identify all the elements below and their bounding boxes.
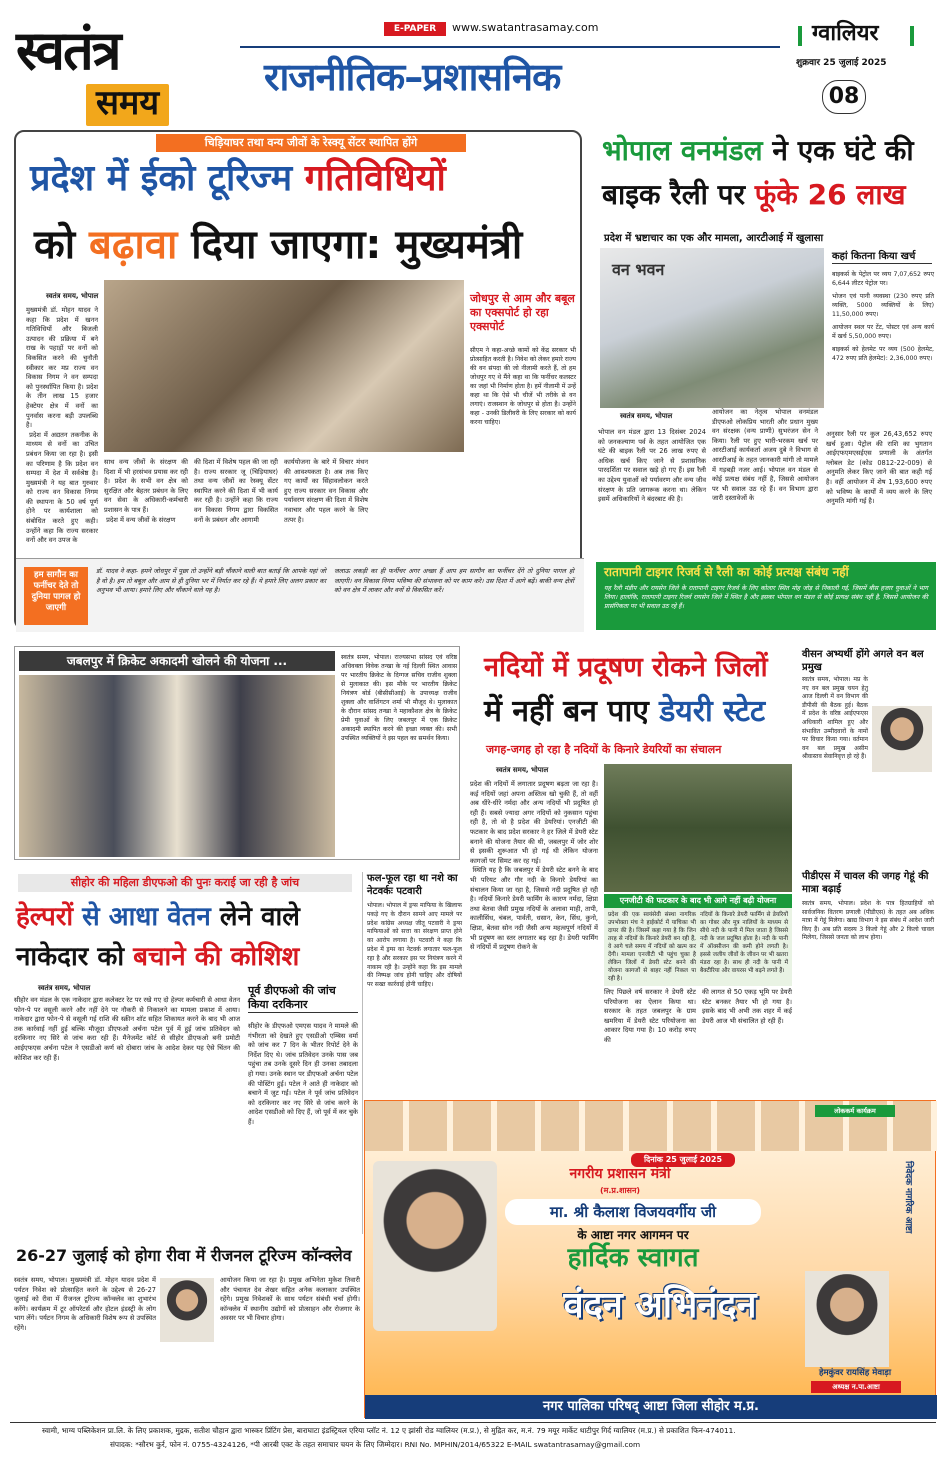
rivers-col-1: प्रदेश की नदियों में लगातार प्रदूषण बढ़ता जा रहा है। कई नदियों जहां अपना अस्तित्व खो चुकी हैं, तो वहीं अब धीरे-धीरे नर्मदा और अन्य नदियों भी प्रदूषित हो रही हैं। सबसे ज्यादा अगर नदियों को नुकसान पहुंचा रही है, तो वो है प्रदेश की डेयरियां। एनजीटी की फटकार के बाद प्रदेश सरकार ने हर जिले में डेयरी स्टेट बनाने की योजना तैयार की थी, जबलपुर में जोर शोर से इसकी शुरूआत भी हो गई थी लेकिन योजना कागजों पर सिमट कर रह गई। स्थिति यह है कि जबलपुर में डेयरी स्टेट बनने के बाद भी परियट और गौर नदी के किनारे डेयरियां का संचालन किया जा रहा है, जिससे नदी प्रदूषित हो रही है। नदियों किनारे डेयरी फार्मिंग के कारण नर्मदा, क्षिप्रा तथा बेतवा जैसी प्रमुख नदियों के अलावा माही, तापी, कालीसिंध, चंबल, पार्वती, धसान, केन, सिंध, कुनो, क्षिप्रा, बेतवा सोन नदी जैसी अन्य महत्वपूर्ण नदियों में भी प्रदूषण का स्तर लगातार बढ़ रहा है। डेयरी फार्मिंग से नदियों में प्रदूषण रोकने के [470,780,598,952]
lead-side-kicker: जोधपुर से आम और बबूल का एक्सपोर्ट हो रहा एक्सपोर्ट [470,292,575,333]
ad-sign-role: अध्यक्ष न.पा.आष्टा [811,1381,901,1393]
ngt-box [604,908,792,986]
jabalpur-photo [19,675,335,857]
ngt-text-2: नदियों के किनारे डेयरी फार्मिंग से डेयरियों का गोबर और मूत्र नालियों के माध्यम से सीधे नदी के पानी में मिल जाता है जिससे नदी के जल प्रदूषित होता है। नदी के पानी में ऑक्सीजन की कमी होने लगती है। इससे जलीय जीवों के जीवन पर भी खतरा मंडरा रहा है। साथ ही नदी के पानी में बैक्टीरिया और वायरस भी बढ़ने लगते हैं। [700,912,790,974]
rewa-portrait [160,1278,214,1342]
header-rule [240,46,780,48]
bhopal-side-list [832,270,934,363]
lead-h2-b: बढ़ावा [89,222,178,268]
patwari-text: भोपाल। भोपाल में ड्रग्स माफिया के खिलाफ पकड़े गए के दौरान सामने आए मामले पर प्रदेश कांग्रेस अध्यक्ष जीतू पटवारी ने ड्रग्स माफियाओं को सत्ता का संरक्षण प्राप्त होने का आरोप लगाया है। पटवारी ने कहा कि प्रदेश में ड्रग्स का नेटवर्क लगातार फल-फूल रहा है और सरकार इस पर नियंत्रण करने में नाकाम रही है। उन्होंने कहा कि इस मामले की निष्पक्ष जांच होनी चाहिए और दोषियों पर सख्त कार्रवाई होनी चाहिए। [367,902,464,989]
bhopal-headline-1 [602,136,914,165]
city-accent [798,26,802,46]
bhopal-item-4: बाइकर्स को हेलमेट पर व्यय (500 हेलमेट, 472 रुपए प्रति हेलमेट): 2,36,000 रुपए। [832,346,936,362]
rewa-col-2: आयोजन किया जा रहा है। प्रमुख अभिनेता मुकेश तिवारी और पंचायत देव शेखर सहित अनेक कलाकार उपस्थित रहेंगे। प्रमुख निवेशकों के साथ पर्यटन संबंधी चर्चा होगी। कॉन्क्लेव में स्थानीय उद्योगों को प्रोत्साहन और रोजगार के अवसर पर भी विचार होगा। [220,1276,363,1323]
rewa-title: 26-27 जुलाई को होगा रीवा में रीजनल टूरिज्म कॉन्क्लेव [16,1246,352,1265]
sehore-h2-b: बचाने की कोशिश [133,942,300,972]
imprint-line-2: संपादक: *सौरभ कुर्र, फोन नं. 0755-4324126, *पी आरबी एक्ट के तहत समाचार चयन के लिए जिम्मेदार। RNI No. MPHIN/2014/65322 E-MAIL swatantrasamay@gmail.com [110,1440,641,1449]
lead-kicker: चिड़ियाघर तथा वन्य जीवों के रेस्क्यू सेंटर स्थापित होंगे [156,134,466,152]
issue-date: शुक्रवार 25 जुलाई 2025 [796,58,887,68]
ad-big: वंदन अभिनंदन [563,1285,757,1326]
rivers-headline-1: नदियों में प्रदूषण रोकने जिलों [484,652,768,683]
rivers-story [470,646,795,1046]
patwari-title: फल-फूल रहा था नशे का नेटवर्कः पटवारी [367,873,458,897]
lead-headline-2 [34,224,522,266]
lead-headline-1 [30,160,446,198]
lead-col-4: कार्ययोजना के बारे में विचार मंथन की आवश्यकता है। अब तक किए गए कार्यों का सिंहावलोकन करते हुए राज्य सरकार वन विकास और पर्यावरण संरक्षण की दिशा में विशेष नवाचार और पहल करने के लिए तत्पर है। [284,458,371,524]
rivers-headline-2 [484,696,765,728]
masthead-logo [16,18,196,123]
lead-box-text-2: जलाऊ लकड़ी का ही फर्नीचर अगर अच्छा हैं आप हम सागौन का फर्नीचर देंगे तो दुनिया पागल हो जाएगी। वन विकास निगम भविष्य की संभावना को पर काम करे। उस दिशा में आगे बढ़ें। बाकी वन्य क्षेत्रों को वन क्षेत्र में लाकर और वनों से विकसित करें। [334,567,577,595]
sehore-h1-a: हेल्परों [16,902,74,932]
rivers-col-2: लिए पिछले वर्ष सरकार ने डेयरी स्टेट परियोजना का ऐलान किया था। सरकार के तहत जबलपुर के ग्राम खमरिया में डेयरी स्टेट परियोजना का आकार दिया गया है। 10 करोड़ रुपए की [604,988,699,1044]
jabalpur-title: जबलपुर में क्रिकेट अकादमी खोलने की योजना ... [19,651,335,671]
sehore-side-text: सीहोर के डीएफओ एमएस यादव ने मामले की गंभीरता को देखते हुए एसडीओ एम्बिस वर्मा को जांच कर 7 दिन के भीतर रिपोर्ट देने के निर्देश दिए थे। जांच प्रतिवेदन उनके पास जब पहुंचा तब उनके दूसरे दिन ही उनका तबादला हो गया। उनके स्थान पर डीएफओ अर्चना पटेल की पोस्टिंग हुई। पटेल ने आते ही नाकेदार को बचाने में जुट गईं। पटेल ने पूर्व जांच प्रतिवेदन को दरकिनार कर नए सिरे से जांच करने के आदेश एसडीओ को दिए हैं, जो पूर्व में कर चुके हैं। [248,1022,361,1126]
lead-byline: स्वतंत्र समय, भोपाल [46,292,99,300]
rivers-h2-a: में नहीं बन पाए [484,694,649,729]
section-title: राजनीतिक–प्रशासनिक [264,55,561,99]
imprint-line-1: स्वामी, भाग्य पब्लिकेशन प्रा.लि. के लिए प्रकाशक, मुद्रक, सतीश चौहान द्वारा भास्कर प्रिंटिंग प्रेस, बाराघाटा इंडस्ट्रियल एरिया प्लॉट नं. 12 ए झांसी रोड ग्वालियर (म.प्र.), से मुद्रित कर, म.नं. 79 मयूर मार्केट थाटीपुर गिर्द ग्वालियर (म.प्र.) से प्रकाशित फिन-474011. [42,1426,736,1435]
sehore-byline: स्वतंत्र समय, भोपाल [38,984,91,992]
ad-date: दिनांक 25 जुलाई 2025 [631,1153,735,1167]
logo-bottom: समय [86,84,169,126]
rivers-subhead: जगह-जगह हो रहा है नदियों के किनारे डेयरियों का संचालन [486,743,722,756]
sehore-headline-1 [16,904,300,931]
bhopal-h2-b: फूंके 26 लाख [754,178,906,211]
sehore-text: सीहोर वन मंडल के एक नाकेदार द्वारा कलेक्टर रेट पर रखे गए दो हेल्पर कर्मचारी से आधा वेतन फोन-पे पर वसूली करने और नहीं देने पर नौकरी से निकालने का मामला प्रकाश में आया। नाकेदार द्वारा फोन-पे से वसूली गई राशि की स्क्रीन शॉट सहित शिकायत करने के बाद भी आज तक कार्रवाई नहीं हुई बल्कि मौजूदा डीएफओ अर्चना पटेल पूर्व में हुई जांच प्रतिवेदन को दरकिनार नए सिरे से जांच करा रही हैं। मैनेजमेंट कोर्ट से सीहोर डीएफओ बनी प्रमोटी आईएफएस अर्चना पटेल ने एसडीओ कर्ण को दोबारा जांच के आदेश देकर यह ऐसे चिंतन की कोशिश कर रही हैं। [14,996,243,1062]
sehore-kicker: सीहोर की महिला डीएफओ की पुनः कराई जा रही है जांच [18,874,352,892]
sehore-h1-b: से आधा वेतन [82,902,211,932]
city-name: ग्वालियर [812,21,879,46]
bhopal-band-title: रातापानी टाइगर रिजर्व से रैली का कोई प्रत्यक्ष संबंध नहीं [604,565,849,579]
bhopal-photo [600,248,824,408]
website[interactable]: www.swatantrasamay.com [452,21,599,34]
lead-side-text: सीएम ने कहा-अच्छे कामों को केंद्र सरकार भी प्रोत्साहित करती है। निवेश को लेकर हमारे राज्य की वन संपदा की जो नीलामी करते हैं, तो हम जोधपुर गए थे मैंने कहा था कि फर्नीचर कलस्टर का जहां भी निर्माण होता है। हमें नीलामी में उन्हें कहा था कि ऐसे भी चीजें भी तरीके से वन लगाएं। राजस्थान के जोधपुर से होता है। उन्होंने कहा - उनकी डिलीवरी के लिए सरकार को कार्य करना चाहिए। [470,347,578,426]
vc-text: स्वतंत्र समय, भोपाल। मप्र के नए वन बल प्रमुख चयन हेतु आज दिल्ली में वन विभाग की डीपीसी की बैठक हुई। बैठक में प्रदेश के वरिष्ठ आईएफएस अधिकारी शामिल हुए और संभावित उम्मीदवारों के नामों पर विचार किया गया। वर्तमान वन बल प्रमुख असीम श्रीवास्तव सेवानिवृत्त हो रहे हैं। [802,676,870,761]
ad-vertical: निवेदक नागरिक आष्टा [903,1161,913,1234]
ad-role: नगरीय प्रशासन मंत्री [569,1166,671,1182]
page-number: 08 [822,80,866,114]
bhopal-band-text: यह रैली मंडीप और रायसेन जिले के रातापानी टाइगर रिजर्व के लिए कोलार स्थित मोह जोड़ से निकाली गई, जिसमें बीस हजार युवाओं ने भाग लिया। हालांकि, रातापानी टाइगर रिजर्व रायसेन जिले में स्थित है और इसका भोपाल वन मंडल से कोई प्रत्यक्ष संबंध नहीं है, जिससे आयोजन की प्रासंगिकता पर भी सवाल उठ रहे हैं। [604,585,930,610]
bhopal-item-3: आयोजन स्थल पर टेंट, पोस्टर एवं अन्य कार्य में खर्च 5,50,000 रुपए। [832,324,936,340]
ad-sign-name: हेमकुंवर रायसिंह मेवाड़ा [818,1368,892,1378]
lead-col-3: की दिशा में विशेष पहल की जा रही है। राज्य सरकार जू (चिड़ियाघर) तथा वन्य जीवों का रेस्क्यू सेंटर स्थापित करने की दिशा में भी कार्य कर रही है। उन्होंने कहा कि राज्य वन विकास निगम द्वारा विकसित वनों के प्रबंधन और आगामी [194,458,281,524]
bhopal-item-2: भोजन एवं पानी व्यवस्था (230 रुपए प्रति व्यक्ति, 5000 व्यक्तियों के लिए) 11,50,000 रुपए। [832,293,936,318]
imprint-rule [10,1422,936,1423]
lead-box-title: हम सागौन का फर्नीचर देते तो दुनिया पागल हो जाएगी [24,567,88,625]
rewa-col-1: स्वतंत्र समय, भोपाल। मुख्यमंत्री डॉ. मोहन यादव प्रदेश में पर्यटन निवेश को प्रोत्साहित करने के उद्देश्य से 26-27 जुलाई को रीवा में रीजनल टूरिज्म कॉन्क्लेव का शुभारंभ करेंगे। कार्यक्रम में टूर ऑपरेटर्स और होटल इंडस्ट्री के लोग भाग लेंगे। पर्यटन निगम के अधिकारी विशेष रूप से उपस्थित रहेंगे। [14,1276,159,1332]
ngt-text-1: प्रदेश की एक स्वयंसेवी संस्था नागरिक उपभोक्ता मंच ने हाईकोर्ट में याचिका भी दायर की है। जिसमें कहा गया है कि जिन तरह से नदियों के किनारे डेयरी बन रही हैं, वे आगे चले समय में नदियों को खत्म कर देंगी। मामला एनजीटी भी पहुंच चुका है लेकिन जिलों में डेयरी स्टेट बनने की योजना कागजों से बाहर नहीं निकल पा रही है। [608,912,698,982]
bhopal-photo-sign: वन भवन [612,260,665,279]
bhopal-item-1: बाइकर्स के पेट्रोल पर व्यय 7,07,652 रुपए 6,644 लीटर पेट्रोल पर। [832,271,936,287]
ad-state: (म.प्र.शासन) [599,1186,641,1195]
bhopal-headline-2 [602,180,906,209]
jabalpur-text: स्वतंत्र समय, भोपाल। राज्यसभा सांसद एवं वरिष्ठ अधिवक्ता विवेक तन्खा के नई दिल्ली स्थित आवास पर भारतीय क्रिकेट के दिग्गज सचिव राजीव शुक्ला से मुलाकात की। इस मौके पर भारतीय क्रिकेट नियंत्रण बोर्ड (बीसीसीआई) के उपाध्यक्ष राजीव शुक्ला और वाशिंगटन शर्मा भी मौजूद थे। मुलाकात के दौरान सांसद तन्खा ने महाकौशल क्षेत्र के क्रिकेट प्रेमी युवाओं के लिए जबलपुर में एक क्रिकेट अकादमी स्थापित करने की इच्छा व्यक्त की। सभी उपस्थित व्यक्तियों ने इस पहल का समर्थन किया। [341,654,459,742]
pds-title: पीडीएस में चावल की जगह गेहूं की मात्रा बढ़ाई [802,871,929,895]
rivers-byline: स्वतंत्र समय, भोपाल [496,766,549,774]
bhopal-col-3: अनुसार रैली पर कुल 26,43,652 रुपए खर्च हुआ। पेट्रोल की राशि का भुगतान आईएफएमएसईएस प्रणाली के अंतर्गत ग्लोबल डेट (कोड 0812-22-009) से अनुमति लेकर किए जाने की बात कही गई है। वहीं आयोजन में शेष 1,93,600 रुपए को भविष्य के कार्यों में व्यय करने के लिए अनुमति मांगी गई है। [826,430,935,506]
rivers-photo [604,764,792,892]
sehore-h2-a: नाकेदार को [16,942,125,972]
rivers-col-3: की लागत से 50 एकड़ भूमि पर डेयरी स्टेट बनकर तैयार भी हो गया है। इसके बाद भी अभी तक शहर में कई डेयरी आज भी संचालित हो रही हैं। [702,988,795,1025]
lead-story [14,130,582,630]
bhopal-h2-a: बाइक रैली पर [602,178,746,211]
lead-h1-b: गतिविधियों [304,158,446,199]
welcome-ad [364,1100,936,1418]
lead-photo [104,280,464,452]
bhopal-h1-a: भोपाल वनमंडल [602,134,763,167]
sehore-headline-2 [16,944,299,971]
vc-portrait [872,706,932,772]
sehore-story [14,872,360,1234]
bhopal-h1-b: ने एक घंटे की [772,134,914,167]
bhopal-side-title: कहां कितना किया खर्च [832,252,932,264]
lead-box-text: डॉ. यादव ने कहा- हमने जोधपुर में पूछा तो उन्होंने बड़ी चौंकाने वाली बात बताई कि आपके यहां जो है वो है। हम तो बबूल और आम से ही दुनिया भर में निर्यात कर रहे हैं। ये हमारे लिए अलग प्रकार का अनुभव भी आया। हमारे लिए और चौंकाने वाले यह है। [96,567,329,595]
pds-text: स्वतंत्र समय, भोपाल। प्रदेश के पात्र हितग्राहियों को सार्वजनिक वितरण प्रणाली (पीडीएस) के तहत अब अधिक मात्रा में गेहूं मिलेगा। खाद्य विभाग ने इस संबंध में आदेश जारी किए हैं। अब प्रति सदस्य 3 किलो गेहूं और 2 किलो चावल मिलेगा, जिससे जनता को लाभ होगा। [802,900,936,942]
bhopal-col-1: भोपाल वन मंडल द्वारा 13 दिसंबर 2024 को जनकल्याण पर्व के तहत आयोजित एक घंटे की बाइक रैली पर 26 लाख रुपए से अधिक खर्च किए जाने से प्रशासनिक पारदर्शिता पर सवाल खड़े हो गए हैं। इस रैली का उद्देश्य युवाओं को पर्यावरण और वन्य जीव संरक्षण के प्रति जागरूक करना था। लेकिन इसमें अधिकारियों ने बंदरबाट की है। [598,428,709,504]
lead-h2-c: दिया जाएगा: मुख्यमंत्री [191,222,523,268]
ad-tag: लोककर्म कार्यक्रम [815,1105,895,1117]
bhopal-col-2: आयोजन का नेतृत्व भोपाल वनमंडल डीएफओ लोकप्रिय भारती और प्रधान मुख्य वन संरक्षक (वन्य प्राणी) सुभरंजन सेन ने किया। रैली पर हुए भारी-भरकम खर्च पर आरटीआई कार्यकर्ता अजय दुबे ने विभाग से आरटीआई के तहत जानकारी मांगी तो मामले में गड़बड़ी नजर आई। भोपाल वन मंडल से कोई प्रत्यक्ष संबंध नहीं है, जिससे आयोजन पर भी सवाल उठ रहे हैं। वन विभाग द्वारा जारी दस्तावेजों के [712,408,821,503]
lead-h1-a: प्रदेश में ईको टूरिज्म [30,158,293,199]
bhopal-byline: स्वतंत्र समय, भोपाल [620,412,673,420]
ad-footer: नगर पालिका परिषद् आष्टा जिला सीहोर म.प्र. [365,1395,937,1419]
bhopal-subhead: प्रदेश में भ्रष्टाचार का एक और मामला, आरटीआई में खुलासा [604,233,824,244]
ad-welcome: हार्दिक स्वागत [567,1243,699,1273]
ad-right-photo [805,1271,889,1367]
ad-line: के आष्टा नगर आगमन पर [577,1228,689,1242]
epaper-label: E-PAPER [384,22,446,36]
logo-top: स्वतंत्र [16,18,120,82]
sehore-side-title: पूर्व डीएफओ की जांच किया दरकिनार [248,984,358,1013]
ad-minister-photo [373,1161,497,1331]
bhopal-band [596,562,936,630]
bhopal-story [596,130,936,630]
lead-h2-a: को [34,222,76,268]
lead-col-2: साथ वन्य जीवों के संरक्षण की दिशा में भी हरसंभव प्रयास कर रही है। प्रदेश के सभी वन क्षेत्र को सुरक्षित और बेहतर प्रबंधन के लिए वन सेवा के अधिकारी-कर्मचारी प्रशासन के पात्र हैं। प्रदेश में वन्य जीवों के संरक्षण [104,458,188,524]
rewa-story [14,1244,363,1412]
vc-title: वीसन अभ्यर्थी होंगे अगले वन बल प्रमुख [802,649,924,673]
ad-minister-name: मा. श्री कैलाश विजयवर्गीय जी [505,1199,761,1225]
rivers-h2-b: डेयरी स्टेट [659,694,766,729]
ngt-title: एनजीटी की फटकार के बाद भी आगे नहीं बढ़ी योजना [604,894,792,908]
city-accent-right [910,26,914,46]
sehore-h1-c: लेने वाले [219,902,300,932]
lead-col-1: मुख्यमंत्री डॉ. मोहन यादव ने कहा कि प्रदेश में खनन गतिविधियों और बिजली उत्पादन की प्रक्रिया में बने राख के पहाड़ों पर वनों को विकसित करने की चुनौती स्वीकार कर मप्र राज्य वन विकास निगम ने वन सम्पदा को पुनर्स्थापित किया है। प्रदेश के तीन लाख 15 हजार हेक्टेयर क्षेत्र में वनों का पुनर्वास करना बड़ी उपलब्धि है। प्रदेश में अद्यतन तकनीक के माध्यम से वनों का उचित प्रबंधन किया जा रहा है। इसी का परिणाम है कि प्रदेश वन सम्पदा में देश में सर्वश्रेष्ठ है। मुख्यमंत्री ने यह बात गुरुवार को राज्य वन विकास निगम की स्थापना के 50 वर्ष पूर्ण होने पर कार्यशाला को संबोधित करते हुए कही। उन्होंने कहा कि राज्य सरकार वनों और वन उपज के [26,306,98,545]
lead-bottom-box [16,558,584,632]
right-column [800,646,936,1046]
jabalpur-story [14,646,460,860]
